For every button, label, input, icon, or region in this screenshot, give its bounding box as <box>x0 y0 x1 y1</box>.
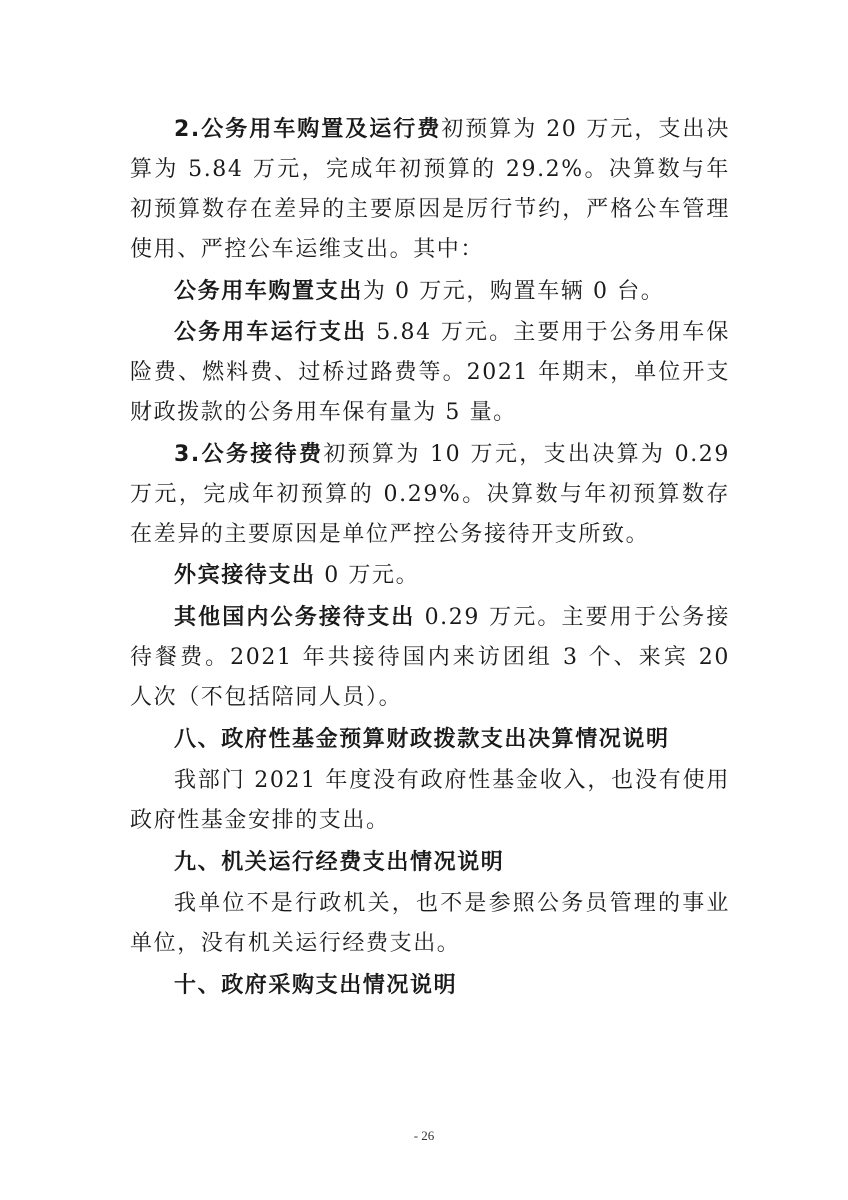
document-body <box>130 110 730 1008</box>
vehicle-purchase-paragraph <box>130 272 730 312</box>
operating-section-text: 我单位不是行政机关，也不是参照公务员管理的事业单位，没有机关运行经费支出。 <box>130 891 730 957</box>
operating-section-heading: 九、机关运行经费支出情况说明 <box>174 849 505 875</box>
domestic-reception-paragraph <box>130 598 730 718</box>
reception-expense-label: 3.公务接待费 <box>174 441 324 467</box>
vehicle-operation-text: 5.84 万元。主要用于公务用车保险费、燃料费、过桥过路费等。2021 年期末，单位开支财政拨款的公务用车保有量为 5 量。 <box>130 320 730 426</box>
reception-expense-paragraph <box>130 435 730 555</box>
vehicle-purchase-text: 为 0 万元，购置车辆 0 台。 <box>362 278 665 304</box>
reception-expense-text: 初预算为 10 万元，支出决算为 0.29 万元，完成年初预算的 0.29%。决算数与年初预算数存在差异的主要原因是单位严控公务接待开支所致。 <box>130 441 730 547</box>
vehicle-expense-paragraph <box>130 110 730 270</box>
vehicle-operation-paragraph <box>130 313 730 433</box>
foreign-reception-paragraph <box>130 556 730 596</box>
domestic-reception-label: 其他国内公务接待支出 <box>174 604 416 630</box>
page-number: - 26 <box>413 1128 435 1143</box>
fund-section-text: 我部门 2021 年度没有政府性基金收入，也没有使用政府性基金安排的支出。 <box>130 768 730 834</box>
vehicle-purchase-label: 公务用车购置支出 <box>174 278 363 304</box>
foreign-reception-label: 外宾接待支出 <box>174 563 316 589</box>
fund-section-heading: 八、政府性基金预算财政拨款支出决算情况说明 <box>174 726 670 752</box>
foreign-reception-text: 0 万元。 <box>315 563 420 589</box>
procurement-section-heading: 十、政府采购支出情况说明 <box>174 972 458 998</box>
domestic-reception-text: 0.29 万元。主要用于公务接待餐费。2021 年共接待国内来访团组 3 个、来宾 20 人次（不包括陪同人员）。 <box>130 604 730 710</box>
vehicle-operation-label: 公务用车运行支出 <box>174 320 368 346</box>
vehicle-expense-label: 2.公务用车购置及运行费 <box>174 117 442 142</box>
vehicle-expense-text: 初预算为 20 万元，支出决算为 5.84 万元，完成年初预算的 29.2%。决算数与年初预算数存在差异的主要原因是厉行节约，严格公车管理使用、严控公车运维支出。其中： <box>130 117 730 262</box>
